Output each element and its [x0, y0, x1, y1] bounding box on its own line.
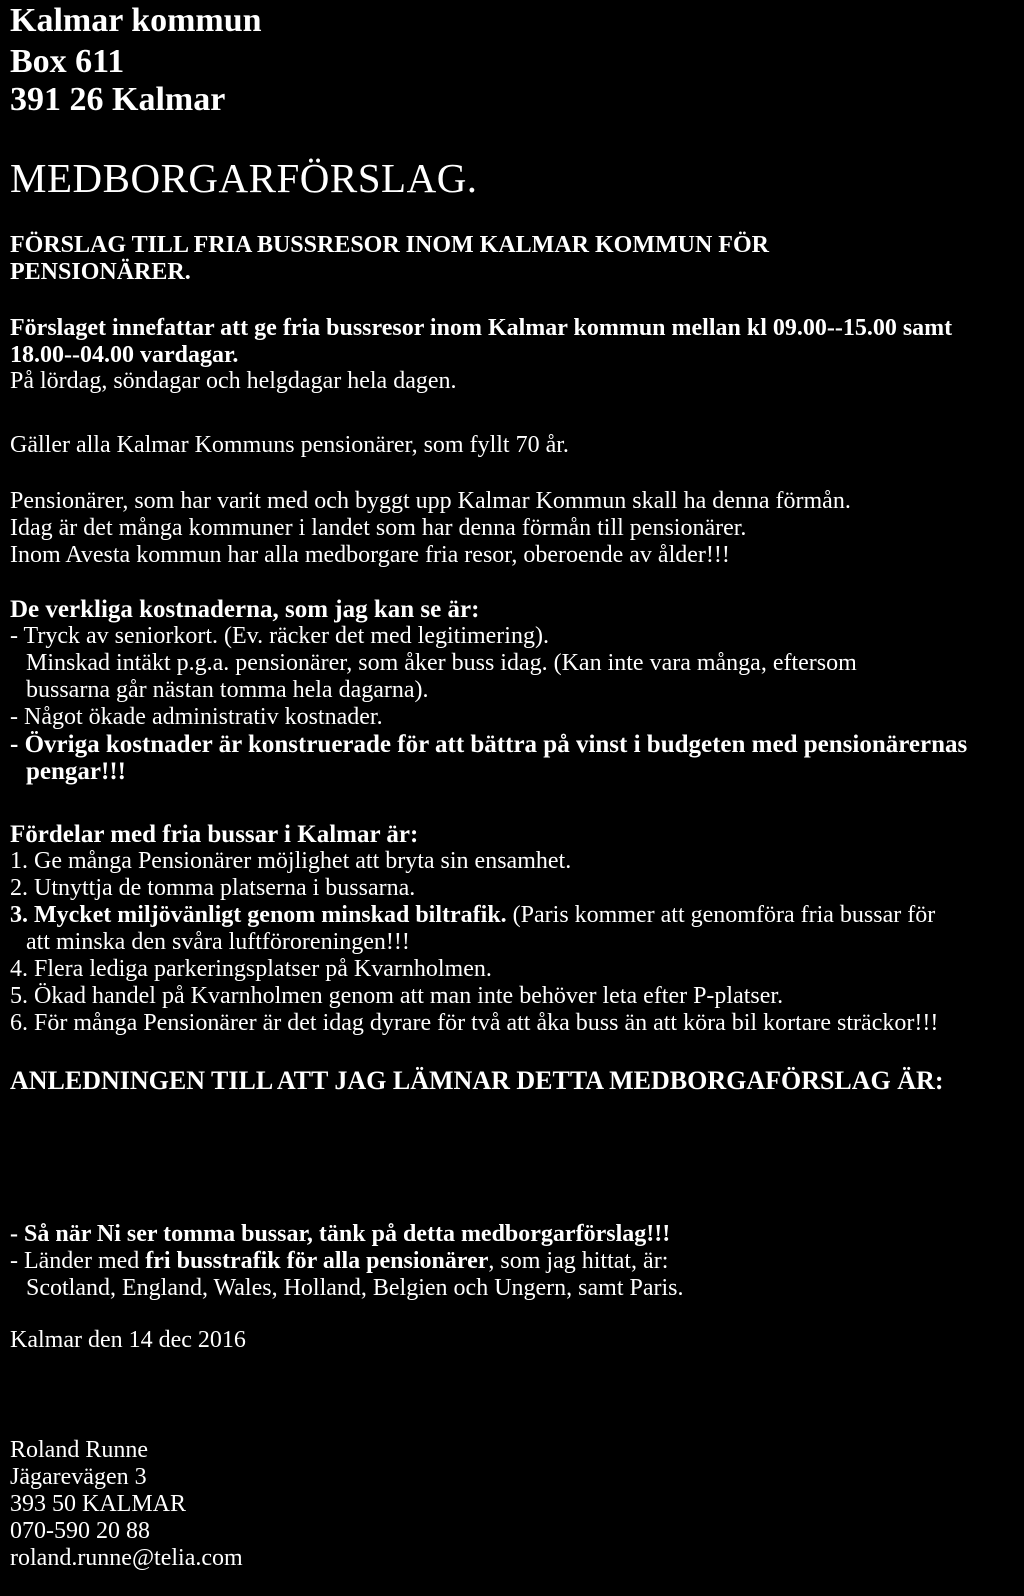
- sender-email: roland.runne@telia.com: [10, 1545, 243, 1571]
- subtitle-line-2: PENSIONÄRER.: [10, 259, 191, 285]
- sender-street: Jägarevägen 3: [10, 1464, 147, 1490]
- costs-line-6: pengar!!!: [26, 758, 126, 785]
- scope-text: Gäller alla Kalmar Kommuns pensionärer, som fyllt 70 år.: [10, 432, 569, 458]
- motivation-line-1: Pensionärer, som har varit med och byggt upp Kalmar Kommun skall ha denna förmån.: [10, 488, 851, 514]
- closing-line-1: - Så när Ni ser tomma bussar, tänk på detta medborgarförslag!!!: [10, 1221, 671, 1247]
- benefit-item-3: [10, 903, 935, 927]
- proposal-line-2: 18.00--04.00 vardagar.: [10, 342, 239, 368]
- benefit-item-3-continued: att minska den svåra luftföroreningen!!!: [26, 929, 410, 955]
- benefit-item-4: 4. Flera lediga parkeringsplatser på Kvarnholmen.: [10, 956, 492, 982]
- costs-heading: De verkliga kostnaderna, som jag kan se är:: [10, 596, 480, 623]
- closing-line-3: Scotland, England, Wales, Holland, Belgien och Ungern, samt Paris.: [26, 1275, 684, 1301]
- closing-line-2-bold: fri busstrafik för alla pensionärer: [145, 1248, 489, 1274]
- sender-name: Roland Runne: [10, 1437, 148, 1463]
- reason-heading: ANLEDNINGEN TILL ATT JAG LÄMNAR DETTA MEDBORGAFÖRSLAG ÄR:: [10, 1066, 944, 1095]
- proposal-line-1: Förslaget innefattar att ge fria bussresor inom Kalmar kommun mellan kl 09.00--15.00 samt: [10, 315, 953, 341]
- sender-phone: 070-590 20 88: [10, 1518, 150, 1544]
- closing-line-2-post: , som jag hittat, är:: [488, 1248, 669, 1274]
- benefit-item-6: 6. För många Pensionärer är det idag dyrare för två att åka buss än att köra bil kortare sträckor!!!: [10, 1010, 939, 1036]
- benefit-item-5: 5. Ökad handel på Kvarnholmen genom att man inte behöver leta efter P-platser.: [10, 983, 784, 1009]
- costs-line-2: Minskad intäkt p.g.a. pensionärer, som åker buss idag. (Kan inte vara många, eftersom: [26, 650, 857, 676]
- sender-city: 393 50 KALMAR: [10, 1491, 187, 1517]
- proposal-line-3: På lördag, söndagar och helgdagar hela dagen.: [10, 368, 457, 394]
- recipient-line-3: 391 26 Kalmar: [10, 81, 226, 118]
- recipient-line-1: Kalmar kommun: [10, 2, 262, 39]
- motivation-line-2: Idag är det många kommuner i landet som har denna förmån till pensionärer.: [10, 515, 747, 541]
- benefit-item-2: 2. Utnyttja de tomma platserna i bussarna.: [10, 875, 416, 901]
- costs-line-1: - Tryck av seniorkort. (Ev. räcker det med legitimering).: [10, 623, 549, 649]
- closing-line-2: [10, 1249, 668, 1273]
- benefit-item-1: 1. Ge många Pensionärer möjlighet att bryta sin ensamhet.: [10, 848, 572, 874]
- document-title: MEDBORGARFÖRSLAG.: [10, 155, 478, 201]
- benefits-heading: Fördelar med fria bussar i Kalmar är:: [10, 821, 419, 848]
- benefit-item-3-rest: (Paris kommer att genomföra fria bussar för: [506, 902, 936, 928]
- costs-line-5: - Övriga kostnader är konstruerade för att bättra på vinst i budgeten med pensionärernas: [10, 731, 968, 758]
- costs-line-4: - Något ökade administrativ kostnader.: [10, 704, 383, 730]
- letter-date: Kalmar den 14 dec 2016: [10, 1327, 246, 1353]
- subtitle-line-1: FÖRSLAG TILL FRIA BUSSRESOR INOM KALMAR KOMMUN FÖR: [10, 232, 769, 258]
- recipient-line-2: Box 611: [10, 43, 125, 80]
- motivation-line-3: Inom Avesta kommun har alla medborgare fria resor, oberoende av ålder!!!: [10, 542, 730, 568]
- costs-line-3: bussarna går nästan tomma hela dagarna).: [26, 677, 429, 703]
- closing-line-2-pre: - Länder med: [10, 1248, 146, 1274]
- benefit-item-3-bold: 3. Mycket miljövänligt genom minskad biltrafik.: [10, 902, 507, 928]
